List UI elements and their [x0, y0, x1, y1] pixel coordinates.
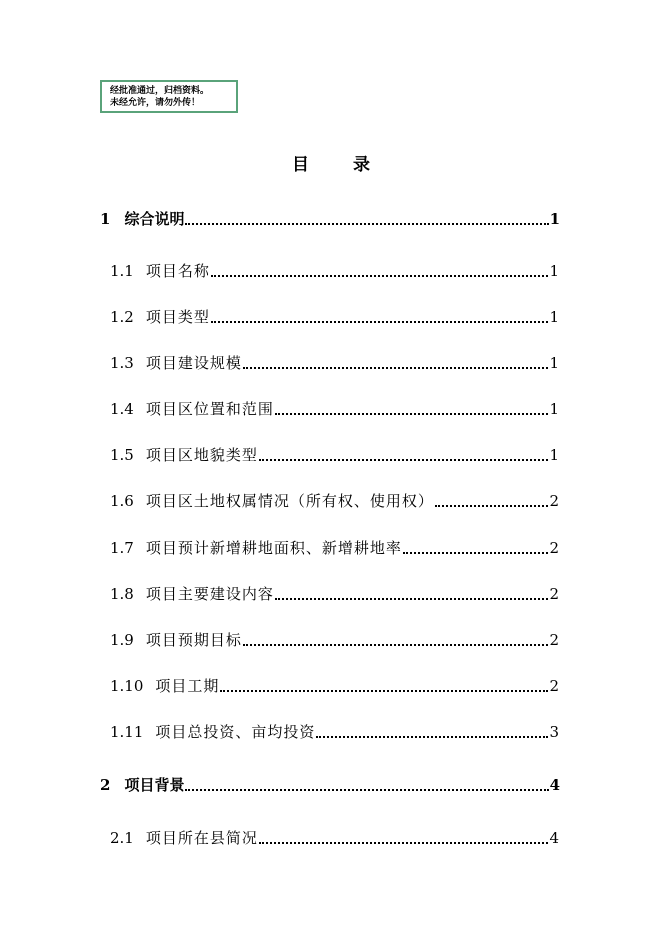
toc-number: 1.8 [110, 585, 134, 603]
toc-number: 2.1 [110, 829, 134, 847]
toc-number: 1.1 [110, 262, 134, 280]
toc-entry-1-3[interactable] [110, 352, 560, 373]
toc-entry-1-10[interactable] [110, 675, 560, 696]
toc-label: 项目主要建设内容 [145, 585, 274, 603]
toc-page: 4 [549, 776, 560, 794]
toc-number: 1.2 [110, 308, 134, 326]
toc-leader [243, 644, 549, 646]
toc-entry-2[interactable] [100, 774, 560, 795]
toc-leader [185, 223, 548, 225]
toc-page: 4 [549, 829, 560, 847]
toc-number: 1.11 [110, 723, 144, 741]
toc-label: 项目区位置和范围 [145, 400, 274, 418]
toc-number: 1 [100, 210, 111, 228]
toc-page: 1 [549, 308, 560, 326]
toc-leader [211, 275, 549, 277]
toc-label: 项目区地貌类型 [145, 446, 258, 464]
toc-leader [243, 367, 549, 369]
toc-page: 3 [549, 723, 560, 741]
title-char-1: 目 [292, 155, 309, 175]
toc-label: 项目建设规模 [145, 354, 242, 372]
toc-label: 项目总投资、亩均投资 [155, 723, 316, 741]
toc-label: 项目所在县简况 [145, 829, 258, 847]
toc-number: 1.7 [110, 539, 134, 557]
toc-number: 1.5 [110, 446, 134, 464]
toc-entry-1-6[interactable] [110, 490, 560, 511]
toc-page: 1 [549, 400, 560, 418]
page-title [0, 150, 662, 175]
toc-label: 项目类型 [145, 308, 210, 326]
toc-number: 1.9 [110, 631, 134, 649]
toc-label: 项目名称 [145, 262, 210, 280]
toc-label: 项目背景 [124, 776, 185, 794]
toc-entry-1-4[interactable] [110, 398, 560, 419]
toc-label: 项目区土地权属情况（所有权、使用权） [145, 492, 434, 510]
toc-number: 1.3 [110, 354, 134, 372]
toc-entry-2-1[interactable] [110, 827, 560, 848]
toc-entry-1-5[interactable] [110, 444, 560, 465]
toc-page: 2 [549, 677, 560, 695]
toc-leader [185, 789, 548, 791]
toc-leader [316, 736, 548, 738]
toc-label: 项目工期 [155, 677, 220, 695]
toc-page: 2 [549, 631, 560, 649]
toc-page: 2 [549, 492, 560, 510]
toc-entry-1[interactable] [100, 208, 560, 229]
toc-page: 1 [549, 262, 560, 280]
toc-entry-1-1[interactable] [110, 260, 560, 281]
toc-entry-1-2[interactable] [110, 306, 560, 327]
toc-number: 1.4 [110, 400, 134, 418]
toc-entry-1-11[interactable] [110, 721, 560, 742]
toc-leader [275, 413, 549, 415]
toc-label: 项目预计新增耕地面积、新增耕地率 [145, 539, 402, 557]
toc-number: 1.10 [110, 677, 144, 695]
toc-number: 1.6 [110, 492, 134, 510]
stamp-line-1: 经批准通过，归档资料。 [110, 86, 210, 96]
toc-entry-1-8[interactable] [110, 583, 560, 604]
toc-leader [259, 459, 549, 461]
toc-page: 2 [549, 585, 560, 603]
toc-leader [435, 505, 549, 507]
toc-page: 2 [549, 539, 560, 557]
toc-label: 项目预期目标 [145, 631, 242, 649]
toc-leader [403, 552, 549, 554]
archive-stamp [100, 80, 238, 113]
toc-leader [211, 321, 549, 323]
toc-page: 1 [549, 446, 560, 464]
toc-leader [259, 842, 549, 844]
toc-page: 1 [549, 210, 560, 228]
toc-leader [220, 690, 548, 692]
toc-page: 1 [549, 354, 560, 372]
toc-entry-1-7[interactable] [110, 537, 560, 558]
toc-number: 2 [100, 776, 111, 794]
toc-entry-1-9[interactable] [110, 629, 560, 650]
title-char-2: 录 [353, 155, 370, 175]
stamp-line-2: 未经允许，请勿外传！ [110, 98, 201, 108]
toc-label: 综合说明 [124, 210, 185, 228]
toc-leader [275, 598, 549, 600]
